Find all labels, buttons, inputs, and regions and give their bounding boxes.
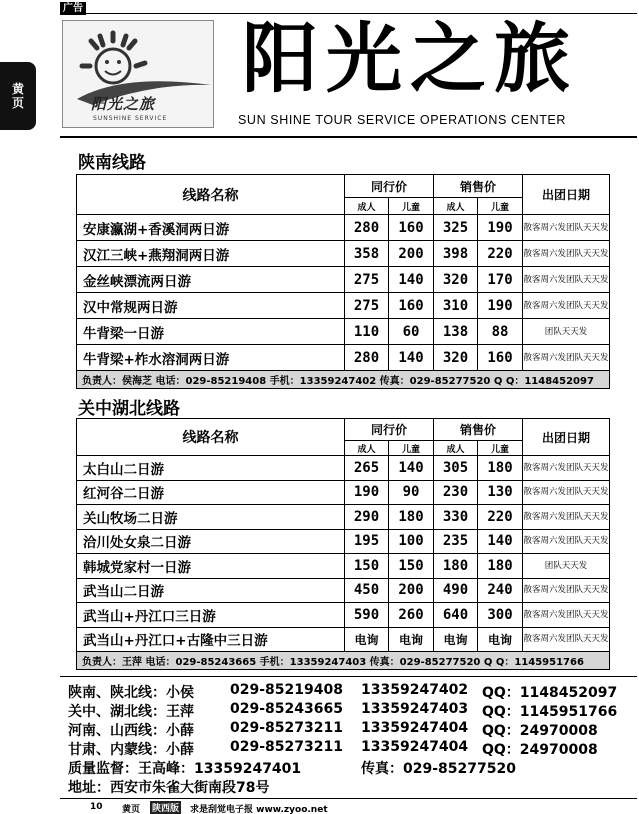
schedule: 散客周六发团队天天发 <box>523 627 610 652</box>
peer-adult: 265 <box>345 456 389 481</box>
col-route-name: 线路名称 <box>77 419 345 456</box>
route-name: 牛背梁+柞水溶洞两日游 <box>77 345 345 371</box>
peer-child: 260 <box>389 603 434 628</box>
contact-mobile: 13359247402 <box>361 682 469 698</box>
address-line <box>68 777 633 796</box>
contact-row <box>77 371 610 389</box>
table-row <box>77 215 610 241</box>
schedule: 散客周六发团队天天发 <box>523 267 610 293</box>
sale-adult: 330 <box>434 505 478 530</box>
brand-title: 阳光之旅 <box>242 14 578 103</box>
edition-badge: 陕西版 <box>150 801 181 814</box>
sale-adult: 320 <box>434 267 478 293</box>
contact-list <box>68 682 633 796</box>
footer-rule <box>60 676 637 677</box>
table-row <box>77 345 610 371</box>
peer-child: 150 <box>389 554 434 579</box>
peer-adult: 358 <box>345 241 389 267</box>
schedule: 散客周六发团队天天发 <box>523 293 610 319</box>
footer-section: 黄页 <box>122 805 141 814</box>
peer-child: 90 <box>389 480 434 505</box>
supervisor: 质量监督：王高峰：13359247401 <box>68 761 302 777</box>
col-route-name: 线路名称 <box>77 175 345 215</box>
sale-child: 240 <box>478 578 523 603</box>
route-name: 关山牧场二日游 <box>77 505 345 530</box>
table-row <box>77 554 610 579</box>
peer-child: 160 <box>389 215 434 241</box>
peer-child: 电询 <box>389 627 434 652</box>
sale-child: 300 <box>478 603 523 628</box>
peer-adult: 电询 <box>345 627 389 652</box>
schedule: 散客周六发团队天天发 <box>523 505 610 530</box>
schedule: 散客周六发团队天天发 <box>523 480 610 505</box>
section-title: 陕南线路 <box>78 153 146 173</box>
sale-adult: 640 <box>434 603 478 628</box>
peer-child: 200 <box>389 241 434 267</box>
peer-child: 140 <box>389 345 434 371</box>
sale-adult: 490 <box>434 578 478 603</box>
schedule: 散客周六发团队天天发 <box>523 215 610 241</box>
peer-adult: 590 <box>345 603 389 628</box>
footer-site: 求是刮觉电子报 www.zyoo.net <box>190 805 328 814</box>
schedule: 散客周六发团队天天发 <box>523 456 610 481</box>
route-name: 牛背梁一日游 <box>77 319 345 345</box>
sale-child: 190 <box>478 215 523 241</box>
contact-qq: QQ：1148452097 <box>482 685 618 701</box>
route-name: 武当山+丹江口三日游 <box>77 603 345 628</box>
side-tab: 黄页 <box>0 62 36 130</box>
list-item <box>68 701 633 720</box>
sale-adult: 230 <box>434 480 478 505</box>
sale-child: 220 <box>478 241 523 267</box>
list-item <box>68 682 633 701</box>
sale-child: 180 <box>478 554 523 579</box>
sale-child: 140 <box>478 529 523 554</box>
sale-adult: 180 <box>434 554 478 579</box>
page-footer <box>60 798 637 814</box>
supervisor-line <box>68 758 633 777</box>
peer-adult: 110 <box>345 319 389 345</box>
route-name: 金丝峡漂流两日游 <box>77 267 345 293</box>
table-row <box>77 578 610 603</box>
header-rule <box>60 136 637 138</box>
route-table-shaannan <box>76 174 610 389</box>
sale-adult: 235 <box>434 529 478 554</box>
peer-child: 60 <box>389 319 434 345</box>
sale-child: 170 <box>478 267 523 293</box>
peer-child: 200 <box>389 578 434 603</box>
table-row <box>77 529 610 554</box>
contact-label: 陕南、陕北线：小侯 <box>68 685 194 701</box>
route-name: 武当山二日游 <box>77 578 345 603</box>
peer-adult: 280 <box>345 215 389 241</box>
col-adult: 成人 <box>434 198 478 215</box>
route-table-guanzhong-hubei <box>76 418 610 670</box>
route-name: 韩城党家村一日游 <box>77 554 345 579</box>
col-adult: 成人 <box>434 441 478 456</box>
table-row <box>77 267 610 293</box>
table-row <box>77 627 610 652</box>
contact-phone: 029-85273211 <box>230 739 343 755</box>
peer-adult: 280 <box>345 345 389 371</box>
contact-mobile: 13359247403 <box>361 701 469 717</box>
route-name: 汉江三峡+燕翔洞两日游 <box>77 241 345 267</box>
col-sale-price: 销售价 <box>434 419 523 441</box>
sale-child: 88 <box>478 319 523 345</box>
sale-adult: 320 <box>434 345 478 371</box>
route-name: 武当山+丹江口+古隆中三日游 <box>77 627 345 652</box>
peer-adult: 150 <box>345 554 389 579</box>
contact-label: 河南、山西线：小薛 <box>68 723 194 739</box>
schedule: 团队天天发 <box>523 319 610 345</box>
peer-adult: 195 <box>345 529 389 554</box>
col-child: 儿童 <box>478 198 523 215</box>
peer-adult: 450 <box>345 578 389 603</box>
route-name: 太白山二日游 <box>77 456 345 481</box>
list-item <box>68 720 633 739</box>
col-departure: 出团日期 <box>523 175 610 215</box>
sale-child: 220 <box>478 505 523 530</box>
contact-info: 负责人：侯海芝 电话：029-85219408 手机：13359247402 传真：029-85277520 Q Q：1148452097 <box>77 371 610 389</box>
table-row <box>77 293 610 319</box>
col-peer-price: 同行价 <box>345 175 434 198</box>
col-child: 儿童 <box>389 198 434 215</box>
col-departure: 出团日期 <box>523 419 610 456</box>
table-row <box>77 319 610 345</box>
table-row <box>77 505 610 530</box>
contact-phone: 029-85243665 <box>230 701 343 717</box>
schedule: 散客周六发团队天天发 <box>523 529 610 554</box>
contact-mobile: 13359247404 <box>361 739 469 755</box>
col-child: 儿童 <box>389 441 434 456</box>
brand-subtitle: SUN SHINE TOUR SERVICE OPERATIONS CENTER <box>238 113 566 127</box>
route-name: 洽川处女泉二日游 <box>77 529 345 554</box>
peer-adult: 290 <box>345 505 389 530</box>
schedule: 团队天天发 <box>523 554 610 579</box>
route-name: 红河谷二日游 <box>77 480 345 505</box>
peer-child: 180 <box>389 505 434 530</box>
page-number: 10 <box>90 802 103 812</box>
col-child: 儿童 <box>478 441 523 456</box>
peer-child: 140 <box>389 267 434 293</box>
contact-label: 关中、湖北线：王萍 <box>68 704 194 720</box>
sale-child: 160 <box>478 345 523 371</box>
peer-child: 160 <box>389 293 434 319</box>
peer-adult: 190 <box>345 480 389 505</box>
sale-adult: 325 <box>434 215 478 241</box>
route-name: 汉中常规两日游 <box>77 293 345 319</box>
table-row <box>77 480 610 505</box>
sale-child: 电询 <box>478 627 523 652</box>
schedule: 散客周六发团队天天发 <box>523 578 610 603</box>
sale-child: 130 <box>478 480 523 505</box>
contact-row <box>77 652 610 670</box>
contact-qq: QQ：24970008 <box>482 742 598 758</box>
table-row <box>77 456 610 481</box>
route-name: 安康瀛湖+香溪洞两日游 <box>77 215 345 241</box>
sale-adult: 305 <box>434 456 478 481</box>
list-item <box>68 739 633 758</box>
schedule: 散客周六发团队天天发 <box>523 603 610 628</box>
peer-child: 140 <box>389 456 434 481</box>
section-title: 关中湖北线路 <box>78 399 180 419</box>
contact-label: 甘肃、内蒙线：小薛 <box>68 742 194 758</box>
logo-text: 阳光之旅 <box>91 95 156 113</box>
contact-qq: QQ：24970008 <box>482 723 598 739</box>
schedule: 散客周六发团队天天发 <box>523 241 610 267</box>
contact-phone: 029-85273211 <box>230 720 343 736</box>
fax: 传真：029-85277520 <box>361 761 516 777</box>
sale-child: 180 <box>478 456 523 481</box>
peer-child: 100 <box>389 529 434 554</box>
contact-mobile: 13359247404 <box>361 720 469 736</box>
sale-adult: 电询 <box>434 627 478 652</box>
ad-label: 广告 <box>60 2 86 15</box>
contact-info: 负责人：王萍 电话：029-85243665 手机：13359247403 传真：029-85277520 Q Q：1145951766 <box>77 652 610 670</box>
logo <box>62 20 214 128</box>
sale-child: 190 <box>478 293 523 319</box>
peer-adult: 275 <box>345 293 389 319</box>
col-sale-price: 销售价 <box>434 175 523 198</box>
schedule: 散客周六发团队天天发 <box>523 345 610 371</box>
col-adult: 成人 <box>345 198 389 215</box>
contact-phone: 029-85219408 <box>230 682 343 698</box>
table-row <box>77 603 610 628</box>
col-adult: 成人 <box>345 441 389 456</box>
address: 地址：西安市朱雀大街南段78号 <box>68 780 270 796</box>
table-row <box>77 241 610 267</box>
peer-adult: 275 <box>345 267 389 293</box>
logo-subtext: SUNSHINE SERVICE <box>93 115 168 122</box>
sale-adult: 310 <box>434 293 478 319</box>
contact-qq: QQ：1145951766 <box>482 704 618 720</box>
col-peer-price: 同行价 <box>345 419 434 441</box>
sale-adult: 138 <box>434 319 478 345</box>
sale-adult: 398 <box>434 241 478 267</box>
